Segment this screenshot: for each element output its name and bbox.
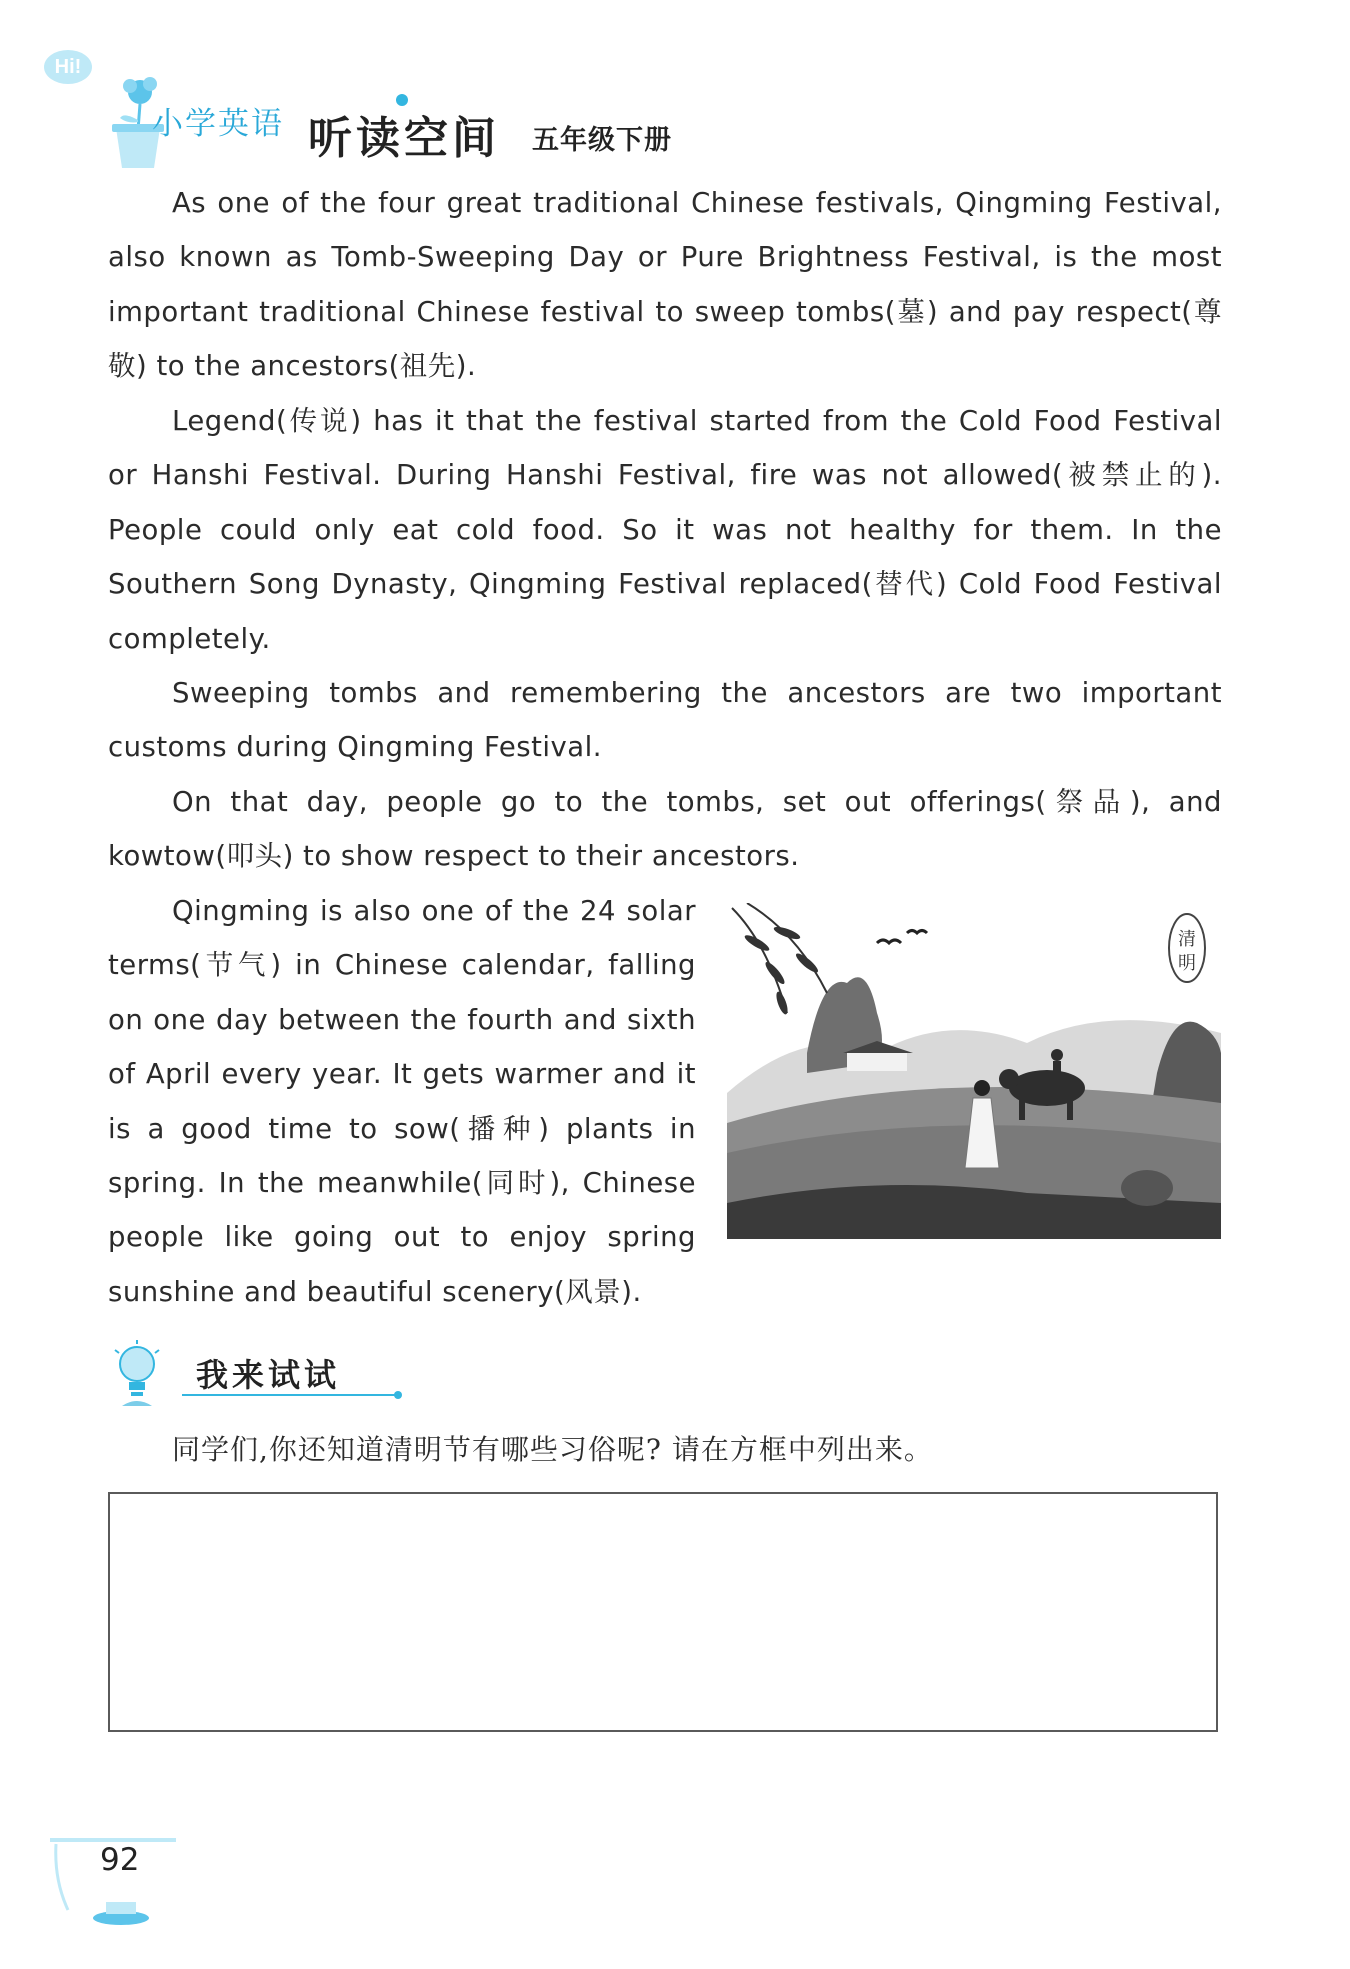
seal-char-2: 明	[1178, 953, 1196, 974]
answer-box[interactable]	[108, 1492, 1218, 1732]
paragraph-4	[108, 775, 1222, 884]
paragraph-5	[108, 884, 696, 1319]
paragraph-2-text: Legend(传说) has it that the festival started from the Cold Food Festival or Hanshi Festival. During Hanshi Festival, fire was not allowed(被禁止的). People could only eat cold food. So it was not healthy for them. In the Southern Song Dynasty, Qingming Festival replaced(替代) Cold Food Festival completely.	[108, 405, 1222, 655]
try-section-title: 我来试试	[196, 1356, 341, 1394]
underline-dot-icon	[394, 1391, 402, 1399]
paragraph-4-text: On that day, people go to the tombs, set out offerings(祭品), and kowtow(叩头) to show respect to their ancestors.	[108, 786, 1222, 873]
paragraph-3	[108, 666, 1222, 775]
page-header	[40, 40, 740, 170]
paragraph-1-text: As one of the four great traditional Chinese festivals, Qingming Festival, also known as Tomb-Sweeping Day or Pure Brightness Festival, is the most important traditional Chinese festival to sweep tombs(墓) and pay respect(尊敬) to the ancestors(祖先).	[108, 187, 1222, 383]
lightbulb-icon	[112, 1340, 162, 1410]
exercise-question: 同学们,你还知道清明节有哪些习俗呢? 请在方框中列出来。	[172, 1433, 933, 1466]
title-underline	[182, 1394, 396, 1396]
seal-char-1: 清	[1178, 929, 1196, 950]
paragraph-3-text: Sweeping tombs and remembering the ancestors are two important customs during Qingming Festival.	[108, 677, 1222, 764]
paragraph-1	[108, 176, 1222, 394]
grade-label: 五年级下册	[532, 125, 672, 156]
try-section-heading	[112, 1340, 412, 1410]
qingming-illustration	[727, 903, 1221, 1239]
hi-badge: Hi!	[44, 50, 92, 84]
page-number: 92	[100, 1842, 140, 1878]
paragraph-2	[108, 394, 1222, 666]
series-subtitle: 小学英语	[152, 106, 284, 142]
paragraph-5-text: Qingming is also one of the 24 solar terms(节气) in Chinese calendar, falling on one day between the fourth and sixth of April every year. It gets warmer and it is a good time to sow(播种) plants in spring. In the meanwhile(同时), Chinese people like going out to enjoy spring sunshine and beautiful scenery(风景).	[108, 895, 696, 1308]
series-title: 听读空间	[308, 113, 500, 164]
